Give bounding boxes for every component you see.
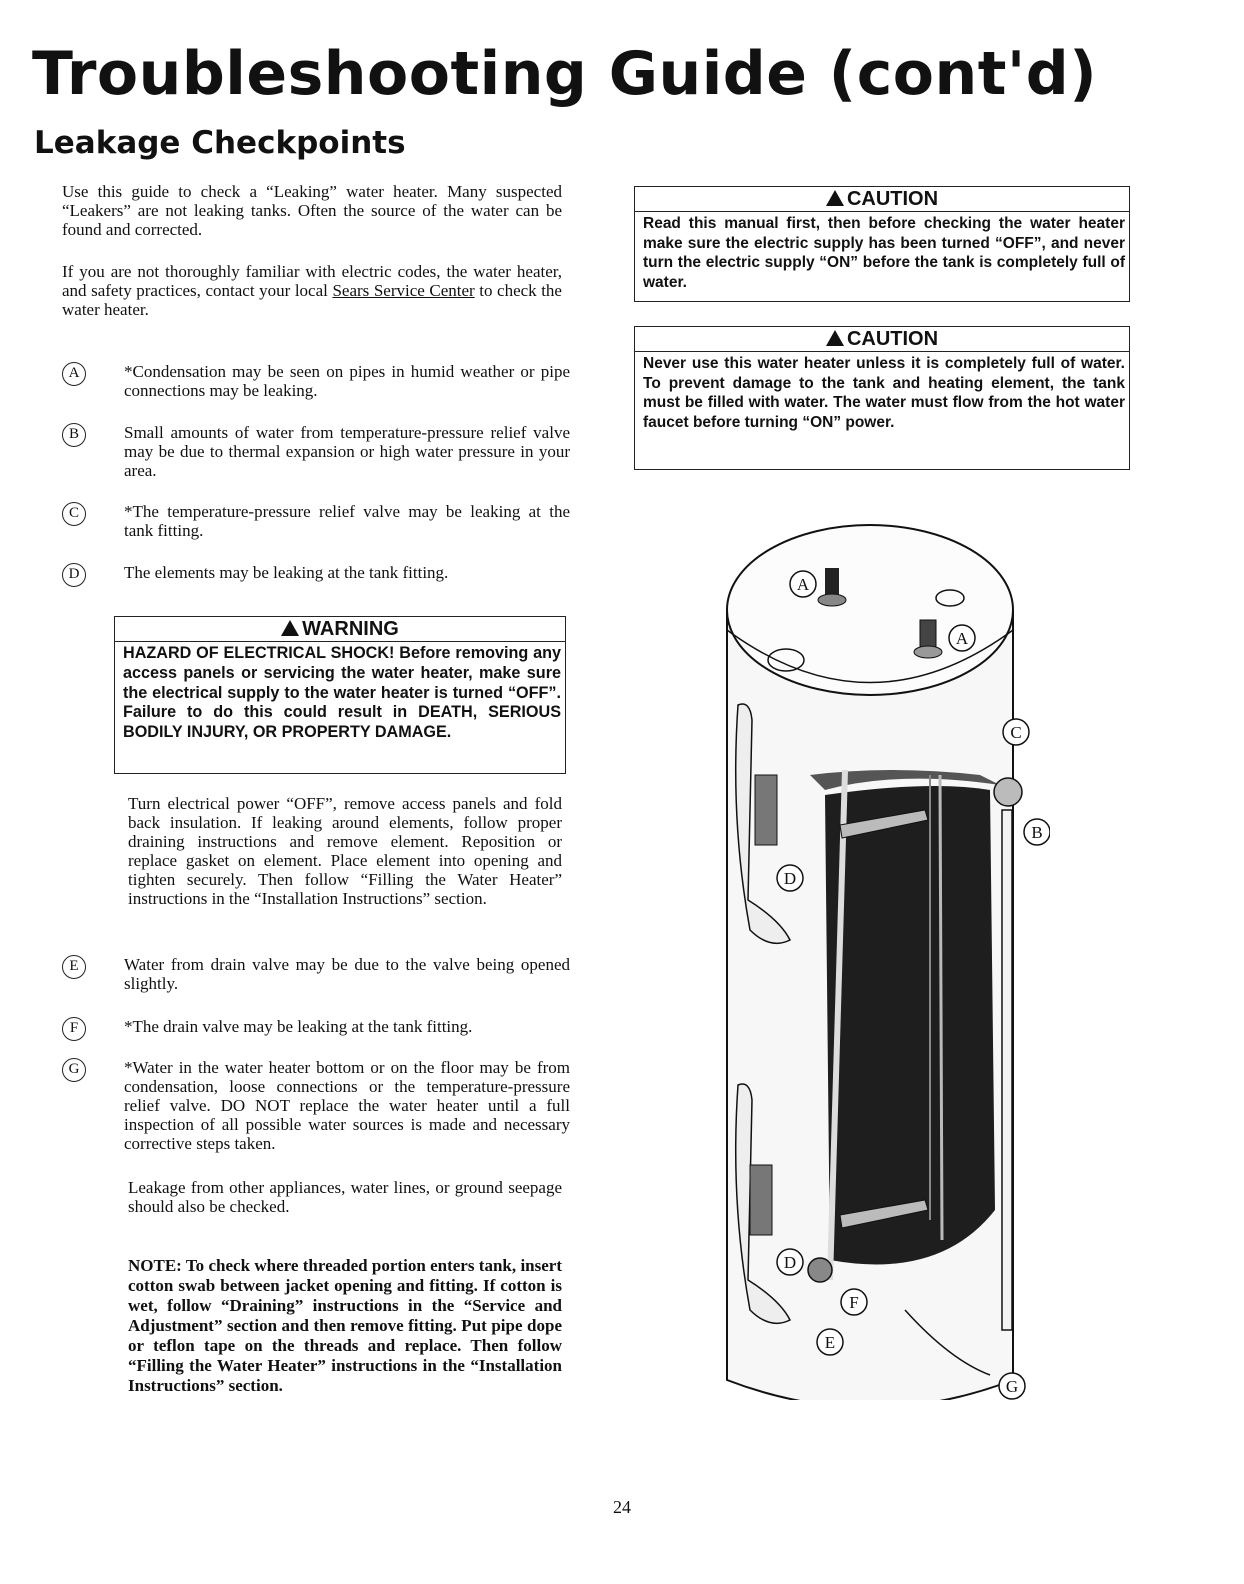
label-a2-text: A [955, 629, 969, 648]
relief-valve [994, 778, 1022, 806]
label-f-text: F [849, 1293, 859, 1312]
badge-b: B [62, 423, 86, 447]
checkpoint-text: *The drain valve may be leaking at the tank fitting. [124, 1017, 473, 1036]
lower-thermostat [750, 1165, 772, 1235]
checkpoint-text: Small amounts of water from temperature-pressure relief valve may be due to thermal expansion or high water pressure in your area. [124, 423, 570, 480]
badge-e: E [62, 955, 86, 979]
caution-heading: CAUTION [635, 187, 1129, 212]
label-d1-text: D [783, 869, 797, 888]
tank-top [727, 525, 1013, 695]
water-heater-diagram [690, 520, 1050, 1400]
checkpoint-d [62, 563, 570, 582]
warning-body: HAZARD OF ELECTRICAL SHOCK! Before removing any access panels or servicing the water heater, make sure the electrical supply to the water heater is turned “OFF”. Failure to do this could result in DEATH, SERIOUS BODILY INJURY, OR PROPERTY DAMAGE. [123, 644, 561, 742]
intro-text: If you are not thoroughly familiar with electric codes, the water heater, and safety practices, contact your local [62, 262, 562, 300]
caution-body: Read this manual first, then before checking the water heater make sure the electric supply has been turned “OFF”, and never turn the electric supply “ON” before the tank is completely full of water. [643, 215, 1125, 291]
sears-service-center-link: Sears Service Center [332, 281, 475, 300]
label-c-text: C [1010, 723, 1022, 742]
checkpoint-text: *Water in the water heater bottom or on the floor may be from condensation, loose connections or the temperature-pressure relief valve. DO NOT replace the water heater until a full inspection of all possible water sources is made and necessary corrective steps taken. [124, 1058, 570, 1153]
upper-thermostat [755, 775, 777, 845]
tank-interior [825, 786, 995, 1264]
warning-box [114, 616, 566, 774]
cold-inlet-base [818, 594, 846, 606]
warning-heading: WARNING [115, 617, 565, 642]
caution-heading: CAUTION [635, 327, 1129, 352]
label-g-text: G [1005, 1377, 1019, 1396]
checkpoint-e [62, 955, 570, 993]
page-title: Troubleshooting Guide (cont'd) [32, 39, 1098, 109]
checkpoint-text: The elements may be leaking at the tank fitting. [124, 563, 449, 582]
checkpoint-c [62, 502, 570, 540]
badge-f: F [62, 1017, 86, 1041]
label-a1-text: A [796, 575, 810, 594]
section-title: Leakage Checkpoints [34, 125, 406, 161]
badge-a: A [62, 362, 86, 386]
intro-paragraph-1: Use this guide to check a “Leaking” water heater. Many suspected “Leakers” are not leaking tanks. Often the source of the water can be found and corrected. [62, 182, 562, 239]
checkpoint-g [62, 1058, 570, 1153]
caution-box-2 [634, 326, 1130, 470]
drain-valve [808, 1258, 832, 1282]
checkpoint-a [62, 362, 570, 400]
other-sources: Leakage from other appliances, water lines, or ground seepage should also be checked. [128, 1178, 562, 1216]
caution-box-1 [634, 186, 1130, 302]
element-instructions: Turn electrical power “OFF”, remove access panels and fold back insulation. If leaking around elements, follow proper draining instructions and remove element. Reposition or replace gasket on element. Place element into opening and tighten securely. Then follow “Filling the Water Heater” instructions in the “Installation Instructions” section. [128, 794, 562, 908]
relief-pipe [1002, 810, 1012, 1330]
badge-c: C [62, 502, 86, 526]
badge-d: D [62, 563, 86, 587]
label-d2-text: D [783, 1253, 797, 1272]
checkpoint-f [62, 1017, 570, 1036]
label-e-text: E [824, 1333, 836, 1352]
label-b-text: B [1031, 823, 1043, 842]
interior-pipe [940, 775, 942, 1240]
caution-body: Never use this water heater unless it is completely full of water. To prevent damage to the tank and heating element, the tank must be filled with water. The water must flow from the hot water faucet before turning “ON” power. [643, 355, 1125, 431]
badge-g: G [62, 1058, 86, 1082]
intro-paragraph-2 [62, 262, 562, 319]
warning-icon [826, 190, 844, 206]
warning-icon [826, 330, 844, 346]
checkpoint-text: *The temperature-pressure relief valve may be leaking at the tank fitting. [124, 502, 570, 540]
checkpoint-b [62, 423, 570, 480]
checkpoint-text: *Condensation may be seen on pipes in humid weather or pipe connections may be leaking. [124, 362, 570, 400]
checkpoint-text: Water from drain valve may be due to the valve being opened slightly. [124, 955, 570, 993]
intro-text-end: to check the water heater. [62, 281, 562, 319]
note: NOTE: To check where threaded portion enters tank, insert cotton swab between jacket opening and fitting. If cotton is wet, follow “Draining” instructions in the “Service and Adjustment” section and then remove fitting. Put pipe dope or teflon tape on the threads and replace. Then follow “Filling the Water Heater” instructions in the “Installation Instructions” section. [128, 1256, 562, 1395]
hot-outlet-base [914, 646, 942, 658]
warning-icon [281, 620, 299, 636]
page-number: 24 [613, 1497, 631, 1517]
